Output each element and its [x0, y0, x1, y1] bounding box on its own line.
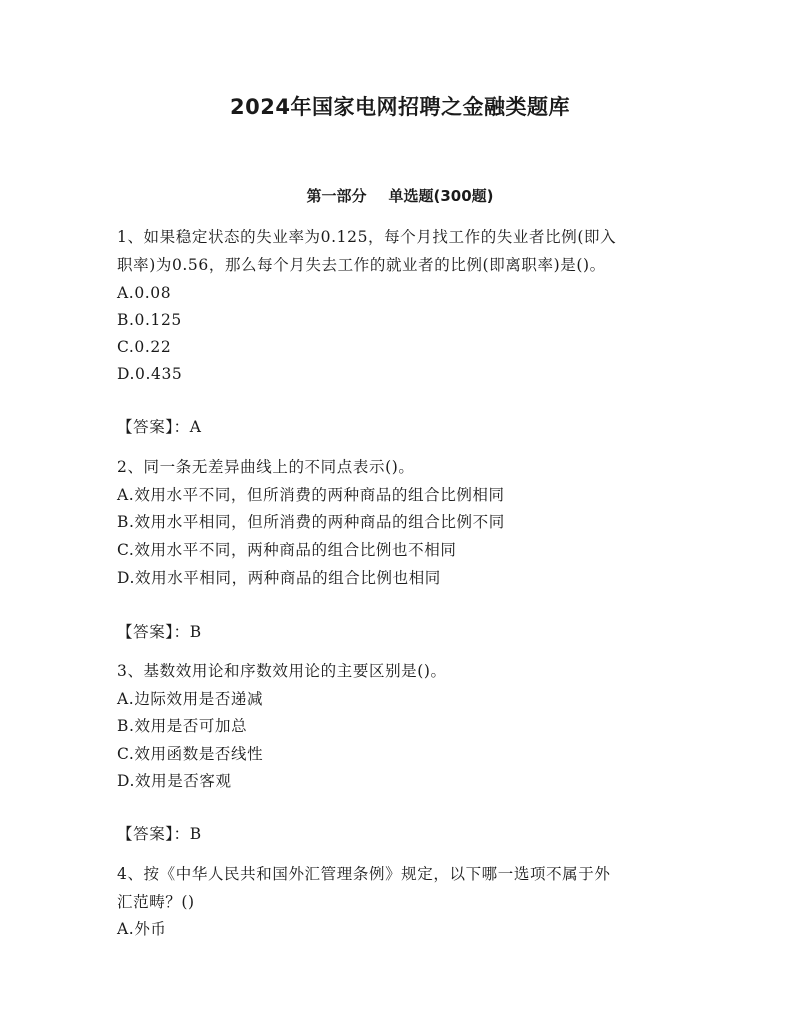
question-1-stem-line-2: 职率)为0.56，那么每个月失去工作的就业者的比例(即离职率)是()。: [117, 256, 606, 274]
question-3-option-c: C.效用函数是否线性: [117, 745, 264, 763]
question-3-option-d: D.效用是否客观: [117, 772, 232, 790]
question-2-option-d: D.效用水平相同，两种商品的组合比例也相同: [117, 569, 441, 587]
question-2-answer: 【答案】：B: [117, 623, 202, 641]
question-2-stem-line-1: 2、同一条无差异曲线上的不同点表示()。: [117, 458, 415, 476]
question-4-stem-line-2: 汇范畴？(): [117, 893, 195, 911]
question-1-stem-line-1: 1、如果稳定状态的失业率为0.125，每个月找工作的失业者比例(即入: [117, 228, 617, 246]
section-heading: [0, 185, 800, 207]
section-name: 单选题(300题): [388, 187, 494, 205]
question-2-option-c: C.效用水平不同，两种商品的组合比例也不相同: [117, 541, 457, 559]
question-3-answer: 【答案】：B: [117, 825, 202, 843]
question-4-stem-line-1: 4、按《中华人民共和国外汇管理条例》规定，以下哪一选项不属于外: [117, 865, 611, 883]
question-4-option-a: A.外币: [117, 920, 167, 938]
question-1-option-d: D.0.435: [117, 365, 183, 383]
section-part: 第一部分: [306, 187, 367, 205]
question-3-option-b: B.效用是否可加总: [117, 717, 248, 735]
question-1-answer: 【答案】：A: [117, 418, 202, 436]
question-1-option-a: A.0.08: [117, 284, 172, 302]
question-1-option-c: C.0.22: [117, 338, 172, 356]
question-1-option-b: B.0.125: [117, 311, 182, 329]
question-3-option-a: A.边际效用是否递减: [117, 690, 264, 708]
question-2-option-b: B.效用水平相同，但所消费的两种商品的组合比例不同: [117, 513, 505, 531]
question-3-stem-line-1: 3、基数效用论和序数效用论的主要区别是()。: [117, 662, 447, 680]
document-title: 2024年国家电网招聘之金融类题库: [230, 95, 570, 119]
question-2-option-a: A.效用水平不同，但所消费的两种商品的组合比例相同: [117, 486, 505, 504]
